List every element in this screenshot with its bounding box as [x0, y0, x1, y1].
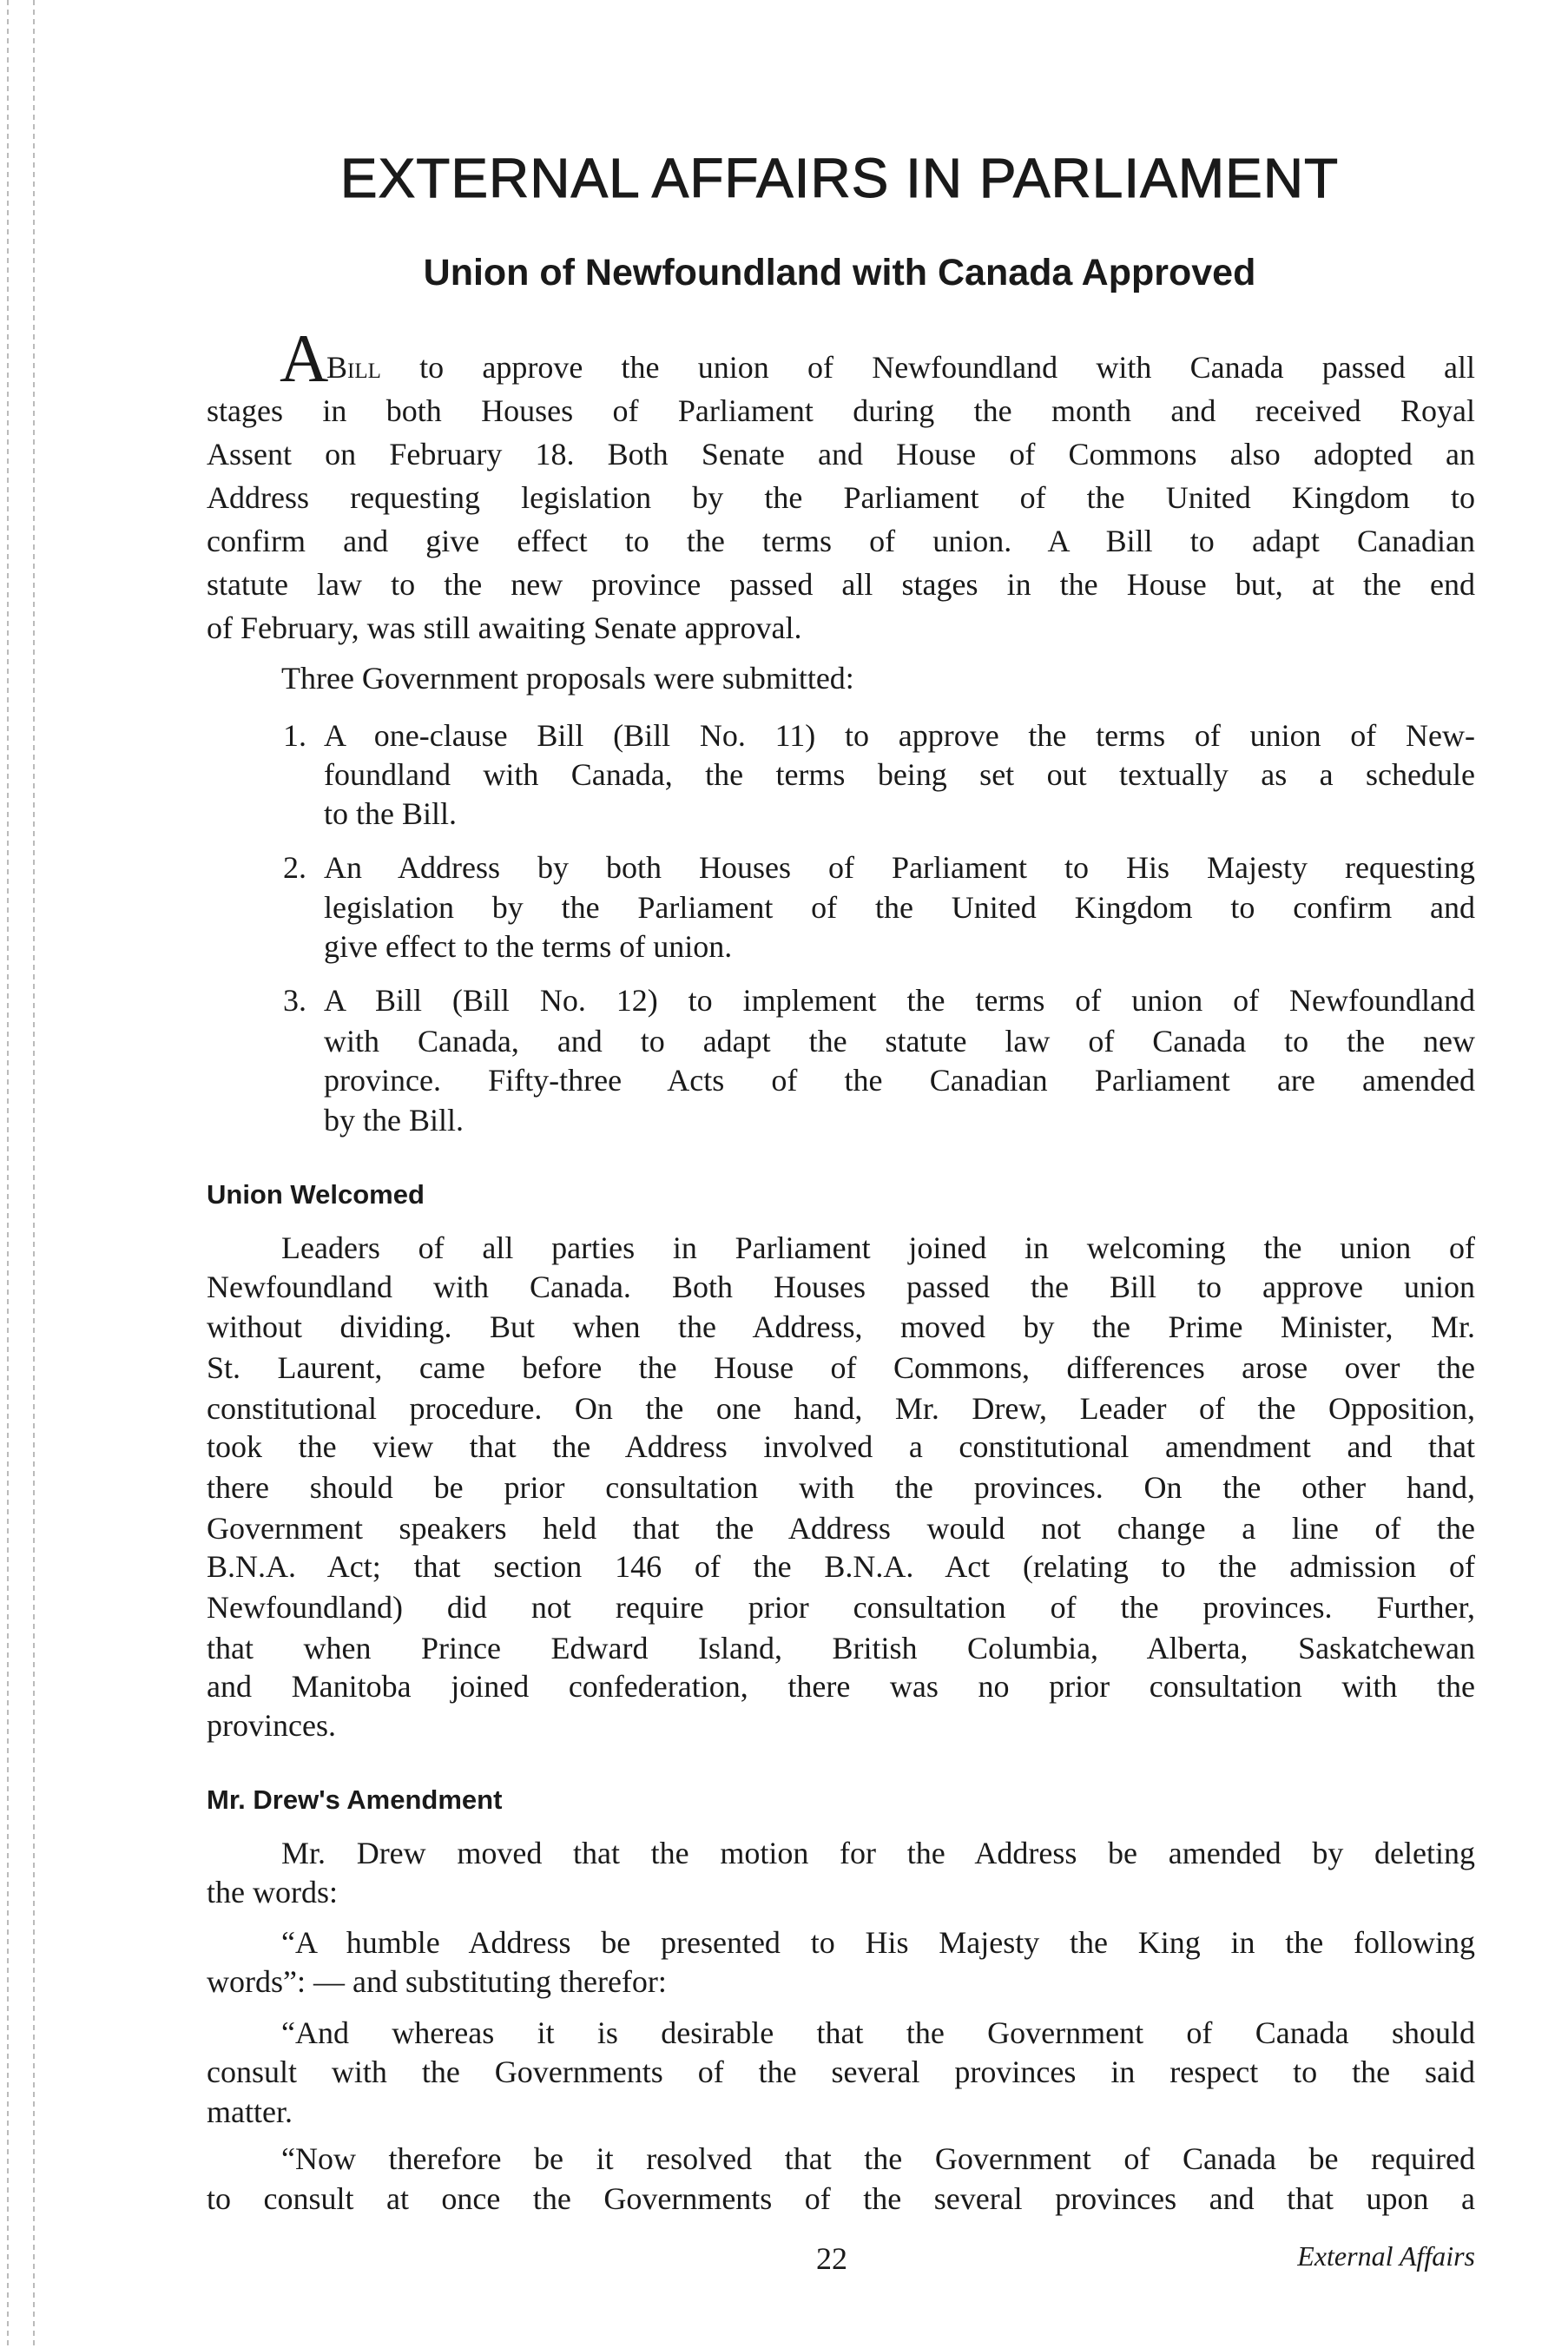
- text-line: Address requesting legislation by the Parliament of the United Kingdom to: [207, 480, 1475, 515]
- text-line: B.N.A. Act; that section 146 of the B.N.A. Act (relating to the admission of: [207, 1549, 1475, 1584]
- text-line: to consult at once the Governments of the several provinces and that upon a: [207, 2181, 1475, 2216]
- page-number: 22: [816, 2241, 847, 2276]
- text-line: took the view that the Address involved a constitutional amendment and that: [207, 1429, 1475, 1464]
- article-title: Union of Newfoundland with Canada Approved: [423, 252, 1256, 294]
- text-line: statute law to the new province passed all stages in the House but, at the end: [207, 567, 1475, 602]
- list-item-line: province. Fifty-three Acts of the Canadian Parliament are amended: [324, 1063, 1475, 1098]
- proposals-intro: Three Government proposals were submitted:: [281, 661, 854, 696]
- list-item-line: give effect to the terms of union.: [324, 929, 733, 964]
- section-heading-union-welcomed: Union Welcomed: [207, 1179, 425, 1210]
- page-title: EXTERNAL AFFAIRS IN PARLIAMENT: [339, 147, 1340, 209]
- list-item-line: foundland with Canada, the terms being set out textually as a schedule: [324, 757, 1475, 792]
- text-line: of February, was still awaiting Senate approval.: [207, 610, 802, 645]
- text-line: [326, 347, 1475, 387]
- page-edge: [7, 0, 9, 2348]
- list-item-line: with Canada, and to adapt the statute law of Canada to the new: [324, 1024, 1475, 1059]
- list-item-line: legislation by the Parliament of the United Kingdom to confirm and: [324, 890, 1475, 925]
- text-line: “A humble Address be presented to His Majesty the King in the following: [281, 1925, 1475, 1960]
- list-item-line: by the Bill.: [324, 1103, 464, 1138]
- text-line: “And whereas it is desirable that the Government of Canada should: [281, 2015, 1475, 2050]
- list-item-line: An Address by both Houses of Parliament to His Majesty requesting: [324, 850, 1475, 885]
- text-line: Assent on February 18. Both Senate and House of Commons also adopted an: [207, 437, 1475, 472]
- text-line: matter.: [207, 2094, 293, 2129]
- page-edge: [33, 0, 35, 2348]
- text-line: Newfoundland with Canada. Both Houses passed the Bill to approve union: [207, 1270, 1475, 1304]
- text-line: words”: — and substituting therefor:: [207, 1964, 667, 1999]
- text-line: and Manitoba joined confederation, there was no prior consultation with the: [207, 1669, 1475, 1704]
- list-item-line: to the Bill.: [324, 796, 457, 831]
- text-line: confirm and give effect to the terms of union. A Bill to adapt Canadian: [207, 524, 1475, 558]
- list-item-line: A Bill (Bill No. 12) to implement the terms of union of Newfoundland: [324, 983, 1475, 1018]
- text-line: Newfoundland) did not require prior consultation of the provinces. Further,: [207, 1590, 1475, 1625]
- text-line: Leaders of all parties in Parliament joined in welcoming the union of: [281, 1230, 1475, 1265]
- text-line: St. Laurent, came before the House of Commons, differences arose over the: [207, 1350, 1475, 1385]
- text-span: to approve the union of Newfoundland with Canada passed all: [380, 350, 1475, 385]
- list-number: 3.: [283, 983, 306, 1018]
- publication-name: External Affairs: [1297, 2240, 1475, 2272]
- list-number: 1.: [283, 718, 306, 753]
- text-line: constitutional procedure. On the one hand, Mr. Drew, Leader of the Opposition,: [207, 1391, 1475, 1426]
- list-item-line: A one-clause Bill (Bill No. 11) to approve the terms of union of New-: [324, 718, 1475, 753]
- list-number: 2.: [283, 850, 306, 885]
- text-line: consult with the Governments of the several provinces in respect to the said: [207, 2054, 1475, 2089]
- drop-cap: A: [280, 320, 329, 396]
- text-line: without dividing. But when the Address, moved by the Prime Minister, Mr.: [207, 1309, 1475, 1344]
- small-caps-word: Bill: [326, 350, 381, 385]
- text-line: provinces.: [207, 1708, 336, 1743]
- text-line: that when Prince Edward Island, British Columbia, Alberta, Saskatchewan: [207, 1631, 1475, 1665]
- text-line: stages in both Houses of Parliament during the month and received Royal: [207, 393, 1475, 428]
- text-line: Government speakers held that the Address would not change a line of the: [207, 1511, 1475, 1546]
- text-line: there should be prior consultation with the provinces. On the other hand,: [207, 1470, 1475, 1505]
- text-line: “Now therefore be it resolved that the Government of Canada be required: [281, 2141, 1475, 2176]
- text-line: the words:: [207, 1875, 338, 1909]
- text-line: Mr. Drew moved that the motion for the Address be amended by deleting: [281, 1836, 1475, 1870]
- section-heading-drew-amendment: Mr. Drew's Amendment: [207, 1784, 503, 1815]
